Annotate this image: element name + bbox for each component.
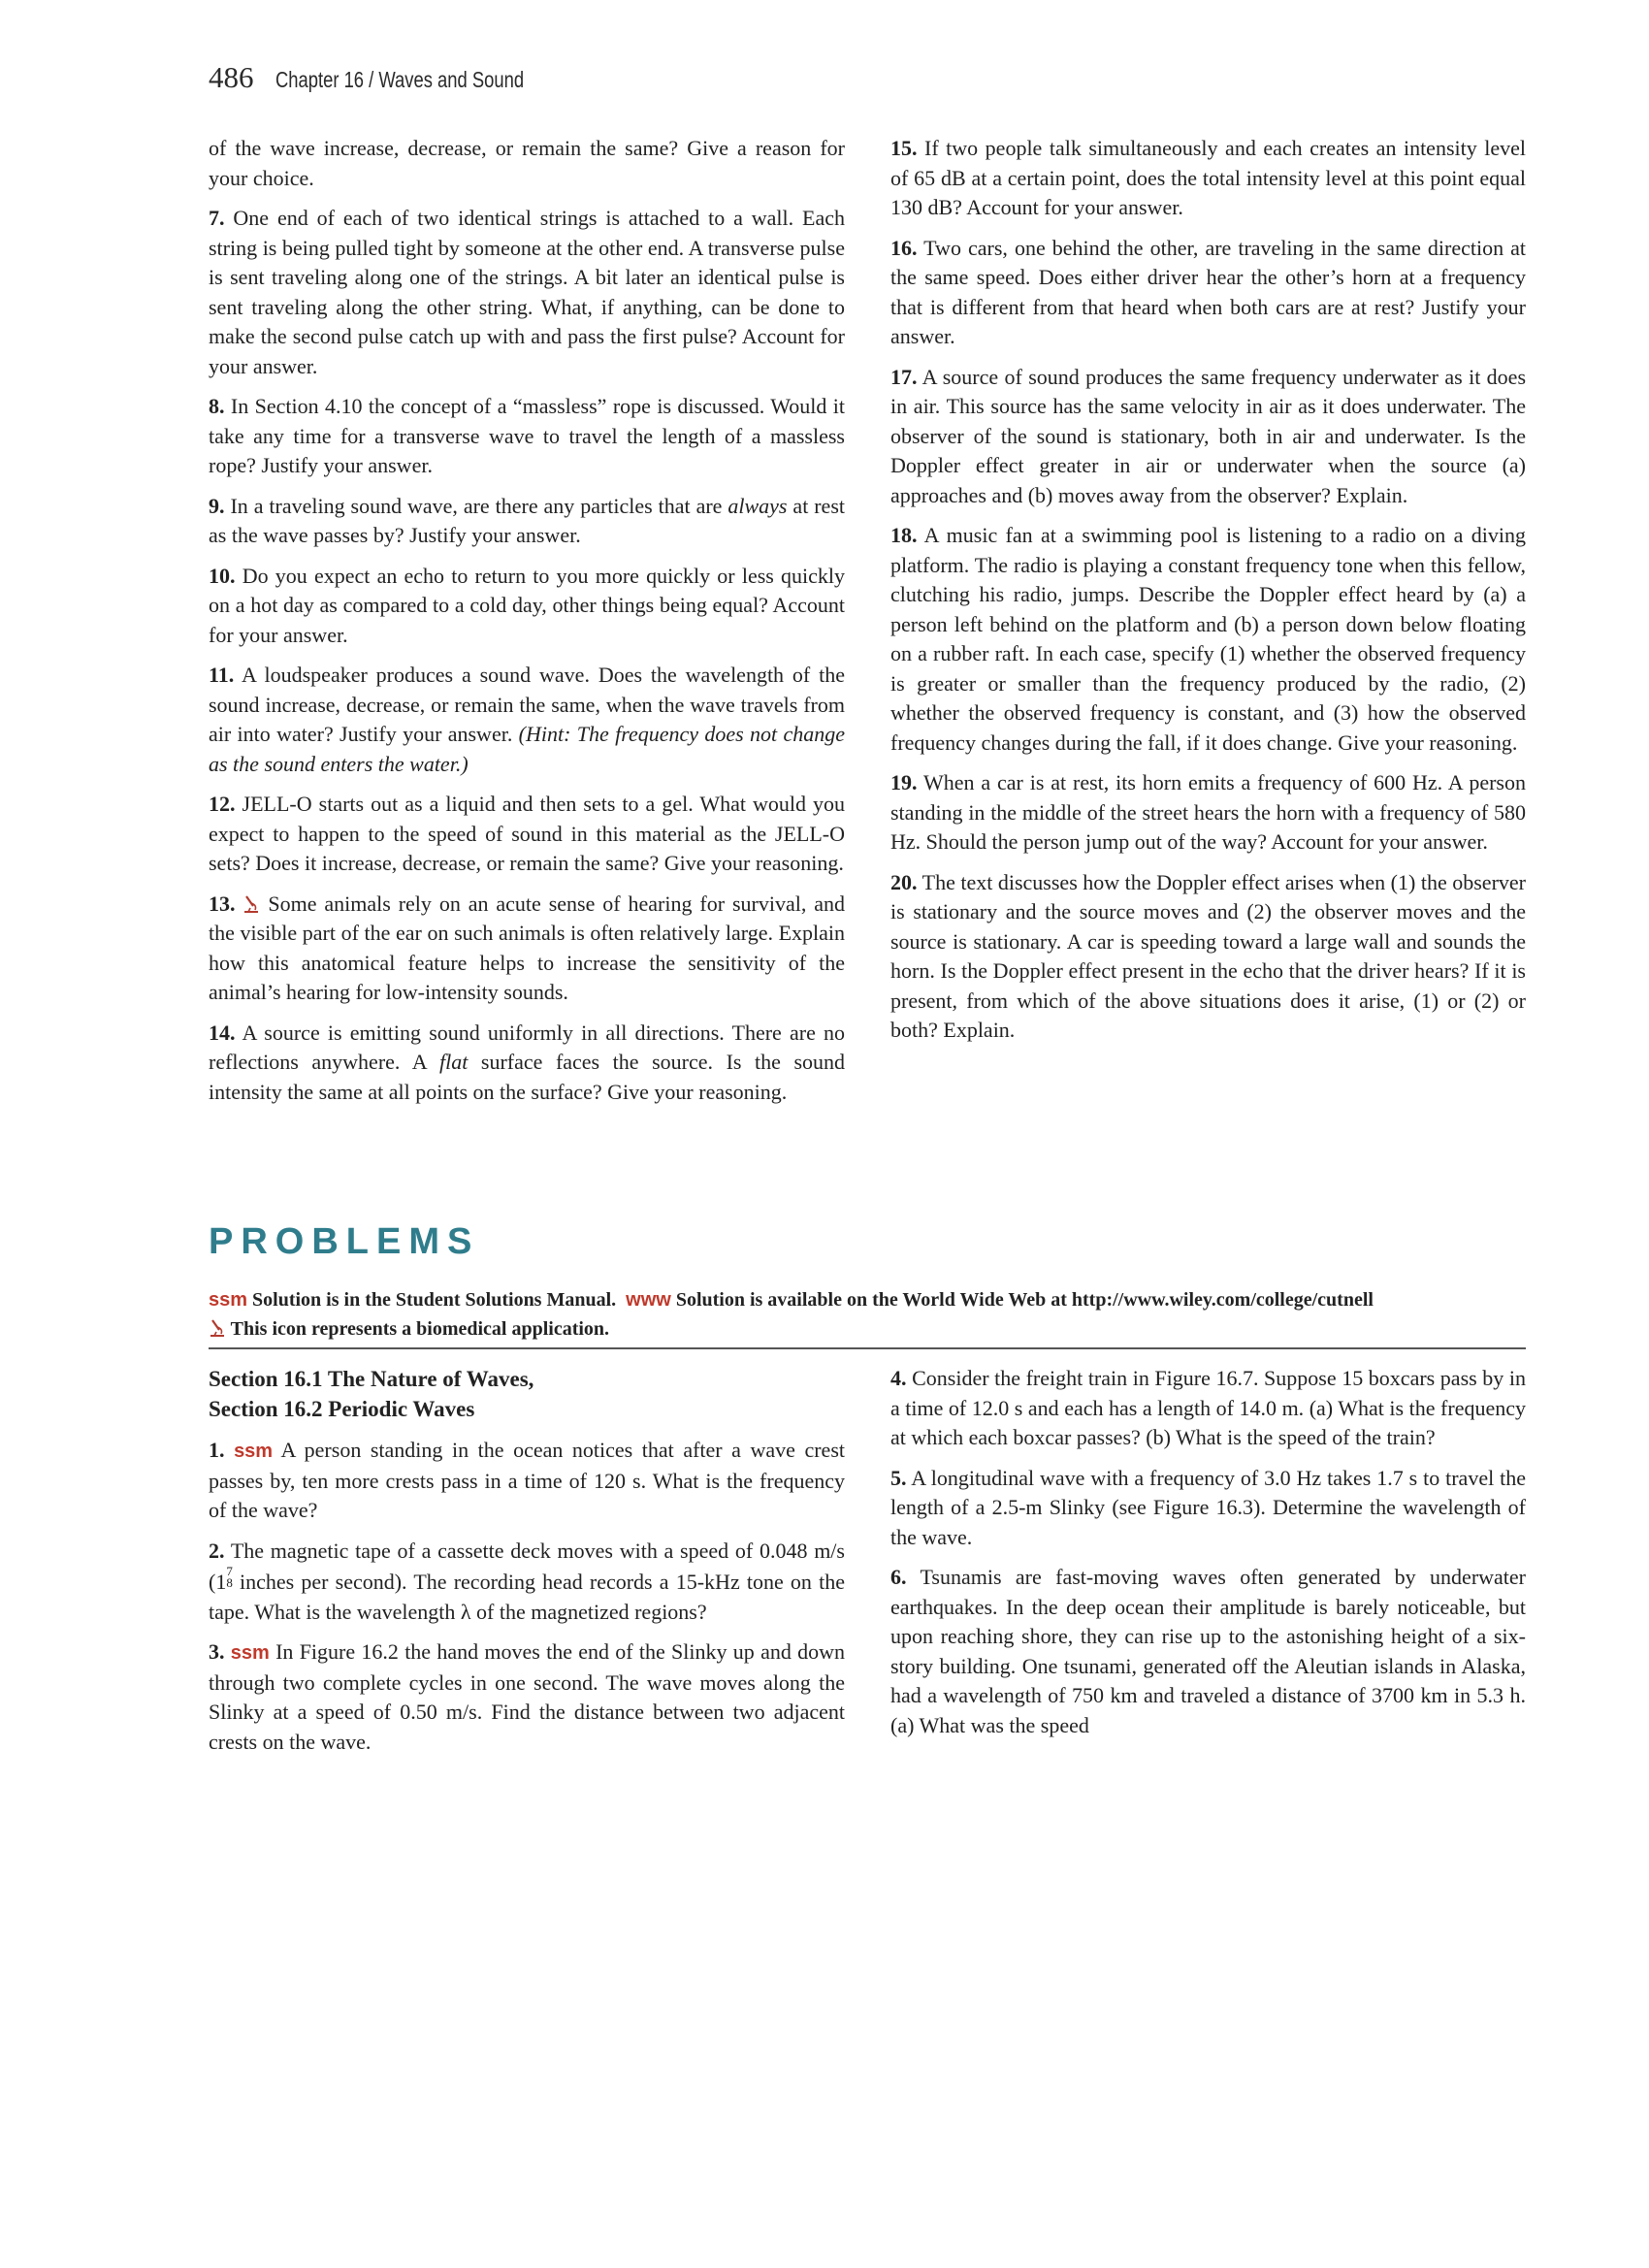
biomedical-icon xyxy=(209,1318,226,1338)
legend-row-solutions xyxy=(209,1285,1528,1314)
www-tag: www xyxy=(626,1289,671,1311)
question-18: 18. A music fan at a swimming pool is listening to a radio on a diving platform. The radio is playing a constant frequency tone when this fellow, clutching his radio, jumps. Describe the Doppler effect heard by (a) a person left behind on the platform and (b) a person down below floating on a rubber raft. In each case, specify (1) whether the observed frequency is greater or smaller than the frequency produced by the radio, (2) whether the observed frequency is constant, and (3) how the observed frequency changes during the fall, if it does change. Give your reasoning. xyxy=(890,523,1526,755)
problem-4: 4. Consider the freight train in Figure 16.7. Suppose 15 boxcars pass by in a time of 12.0 s and each has a length of 14.0 m. (a) What is the frequency at which each boxcar passes? (b) What is the speed of the train? xyxy=(890,1366,1526,1449)
question-12: 12. JELL-O starts out as a liquid and then sets to a gel. What would you expect to happen to the speed of sound in this material as the JELL-O sets? Does it increase, decrease, or remain the same? Give your reasoning. xyxy=(209,792,846,875)
question-14: 14. A source is emitting sound uniformly in all directions. There are no reflections anywhere. A flat surface faces the source. Is the sound intensity the same at all points on the surface? Give your reasoning. xyxy=(209,1020,846,1104)
fraction: 7 8 xyxy=(226,1564,233,1590)
question-10: 10. Do you expect an echo to return to you more quickly or less quickly on a hot day as compared to a cold day, other things being equal? Account for your answer. xyxy=(209,563,846,647)
page-number: 486 xyxy=(209,60,254,94)
problem-5: 5. A longitudinal wave with a frequency of 3.0 Hz takes 1.7 s to travel the length of a 2.5-m Slinky (see Figure 16.3). Determine the wavelength of the wave. xyxy=(890,1465,1526,1549)
ssm-tag: ssm xyxy=(230,1642,270,1664)
section-heading: Section 16.1 The Nature of Waves, Section 16.2 Periodic Waves xyxy=(209,1367,534,1421)
problems-legend xyxy=(209,1285,1528,1344)
problem-3: 3. ssm In Figure 16.2 the hand moves the end of the Slinky up and down through two complete cycles in one second. The wave moves along the Slinky at a speed of 0.50 m/s. Find the distance between two adjacent crests on the wave. xyxy=(209,1639,845,1754)
problem-2: 2. The magnetic tape of a cassette deck moves with a speed of 0.048 m/s (1 7 8 inches per second). The recording head records a 15-kHz tone on the tape. What is the wavelength λ of the magnetized regions? xyxy=(209,1538,845,1624)
problems-left-column xyxy=(209,1364,845,1767)
problems-heading: PROBLEMS xyxy=(209,1221,480,1262)
questions-left-column xyxy=(209,134,845,1118)
question-11: 11. A loudspeaker produces a sound wave. Does the wavelength of the sound increase, decrease, or remain the same, when the wave travels from air into water? Justify your answer. (Hint: The frequency does not change as the sound enters the water.) xyxy=(209,663,846,776)
question-19: 19. When a car is at rest, its horn emits a frequency of 600 Hz. A person standing in the middle of the street hears the horn with a frequency of 580 Hz. Should the person jump out of the way? Account for your answer. xyxy=(890,770,1526,854)
bio-legend-text: This icon represents a biomedical application. xyxy=(230,1318,610,1340)
question-15: 15. If two people talk simultaneously and each creates an intensity level of 65 dB at a certain point, does the total intensity level at this point equal 130 dB? Account for your answer. xyxy=(890,136,1526,219)
question-continued: of the wave increase, decrease, or remain the same? Give a reason for your choice. xyxy=(209,136,845,190)
legend-row-bio xyxy=(209,1314,1528,1344)
question-20: 20. The text discusses how the Doppler effect arises when (1) the observer is stationary and the source moves and (2) the observer moves and the source is stationary. A car is speeding toward a large wall and sounds the horn. Is the Doppler effect present in the echo that the driver hears? If it is present, from which of the above situations does it arise, (1) or (2) or both? Explain. xyxy=(890,869,1526,1042)
chapter-title: Chapter 16 / Waves and Sound xyxy=(275,67,524,92)
question-16: 16. Two cars, one behind the other, are traveling in the same direction at the same speed. Does either driver hear the other’s horn at a frequency that is different from that heard when both cars are at rest? Justify your answer. xyxy=(890,235,1527,348)
question-13: 13. Some animals rely on an acute sense of hearing for survival, and the visible part of the ear on such animals is often relatively large. Explain how this anatomical feature helps to increase the sensitivity of the animal’s hearing for low-intensity sounds. xyxy=(209,891,846,1004)
question-7: 7. One end of each of two identical strings is attached to a wall. Each string is being pulled tight by someone at the other end. A transverse pulse is sent traveling along one of the strings. A bit later an identical pulse is sent traveling along the other string. What, if anything, can be done to make the second pulse catch up with and pass the first pulse? Account for your answer. xyxy=(209,206,846,378)
www-legend-text: Solution is available on the World Wide Web at http://www.wiley.com/college/cutnell xyxy=(675,1289,1374,1311)
question-8: 8. In Section 4.10 the concept of a “massless” rope is discussed. Would it take any time for a transverse wave to travel the length of a massless rope? Justify your answer. xyxy=(209,394,845,477)
problem-1: 1. ssm A person standing in the ocean notices that after a wave crest passes by, ten more crests pass in a time of 120 s. What is the frequency of the wave? xyxy=(209,1438,845,1522)
ssm-legend-text: Solution is in the Student Solutions Manual. xyxy=(252,1289,617,1311)
ssm-tag: ssm xyxy=(209,1289,248,1311)
section-divider xyxy=(209,1347,1526,1349)
biomedical-icon xyxy=(242,894,260,914)
page-header xyxy=(209,60,586,95)
ssm-tag: ssm xyxy=(234,1441,274,1462)
questions-right-column xyxy=(890,134,1526,1056)
question-9: 9. In a traveling sound wave, are there any particles that are always at rest as the wave passes by? Justify your answer. xyxy=(209,493,845,547)
problem-6: 6. Tsunamis are fast-moving waves often generated by underwater earthquakes. In the deep ocean their amplitude is barely noticeable, but upon reaching shore, they can rise up to the astonishing height of a six-story building. One tsunami, generated off the Aleutian islands in Alaska, had a wavelength of 750 km and traveled a distance of 3700 km in 5.3 h. (a) What was the speed xyxy=(890,1565,1527,1737)
problems-right-column xyxy=(890,1364,1526,1751)
question-17: 17. A source of sound produces the same frequency underwater as it does in air. This source has the same velocity in air as it does underwater. The observer of the sound is stationary, both in air and underwater. Is the Doppler effect greater in air or underwater when the source (a) approaches and (b) moves away from the observer? Explain. xyxy=(890,364,1526,507)
